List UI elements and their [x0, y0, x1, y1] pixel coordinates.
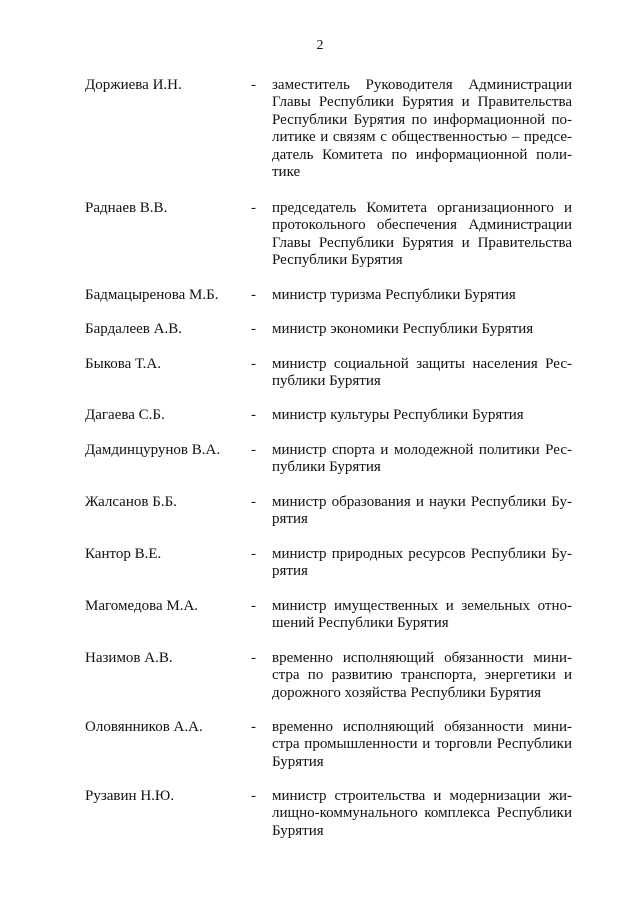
- separator-dash: -: [251, 442, 256, 458]
- person-name: Быкова Т.А.: [85, 356, 162, 372]
- position-line: заместитель Руководителя Администрации: [272, 77, 572, 93]
- position-line: Бурятия: [272, 822, 324, 839]
- position-description: [272, 719, 572, 771]
- person-name: Жалсанов Б.Б.: [85, 494, 177, 510]
- position-line: временно исполняющий обязанности мини-: [272, 650, 572, 666]
- position-line: тике: [272, 163, 301, 180]
- position-line: лищно-коммунального комплекса Республики: [272, 805, 572, 822]
- position-line: министр социальной защиты населения Рес-: [272, 356, 572, 372]
- position-line: датель Комитета по информационной поли-: [272, 146, 572, 163]
- position-line: литике и связям с общественностью – предсе-: [272, 129, 572, 146]
- position-description: [272, 77, 572, 181]
- position-line: рятия: [272, 511, 308, 528]
- person-name: Рузавин Н.Ю.: [85, 788, 175, 804]
- person-name: Назимов А.В.: [85, 650, 173, 666]
- position-line: Главы Республики Бурятия и Правительства: [272, 234, 572, 251]
- position-line: министр экономики Республики Бурятия: [272, 321, 534, 337]
- person-name: Доржиева И.Н.: [85, 77, 182, 93]
- position-line: Главы Республики Бурятия и Правительства: [272, 94, 572, 111]
- position-description: [272, 200, 572, 270]
- separator-dash: -: [251, 598, 256, 614]
- separator-dash: -: [251, 719, 256, 735]
- position-description: [272, 321, 572, 338]
- separator-dash: -: [251, 77, 256, 93]
- position-line: публики Бурятия: [272, 459, 381, 476]
- position-line: министр строительства и модернизации жи-: [272, 788, 572, 804]
- separator-dash: -: [251, 546, 256, 562]
- position-line: стра промышленности и торговли Республики: [272, 736, 572, 753]
- position-description: [272, 287, 572, 304]
- position-line: министр туризма Республики Бурятия: [272, 287, 516, 303]
- position-description: [272, 598, 572, 633]
- position-description: [272, 546, 572, 581]
- separator-dash: -: [251, 494, 256, 510]
- separator-dash: -: [251, 321, 256, 337]
- position-line: министр природных ресурсов Республики Бу-: [272, 546, 572, 562]
- position-line: Республики Бурятия по информационной по-: [272, 111, 572, 128]
- position-line: Республики Бурятия: [272, 252, 403, 269]
- position-line: публики Бурятия: [272, 373, 381, 390]
- position-description: [272, 442, 572, 477]
- person-name: Раднаев В.В.: [85, 200, 168, 216]
- position-line: стра по развитию транспорта, энергетики и: [272, 667, 572, 684]
- position-line: протокольного обеспечения Администрации: [272, 217, 572, 234]
- person-name: Бадмацыренова М.Б.: [85, 287, 219, 303]
- position-description: [272, 788, 572, 840]
- separator-dash: -: [251, 650, 256, 666]
- position-line: министр спорта и молодежной политики Рес-: [272, 442, 572, 458]
- person-name: Кантор В.Е.: [85, 546, 162, 562]
- person-name: Бардалеев А.В.: [85, 321, 182, 337]
- separator-dash: -: [251, 287, 256, 303]
- separator-dash: -: [251, 200, 256, 216]
- person-name: Дамдинцурунов В.А.: [85, 442, 221, 458]
- position-line: шений Республики Бурятия: [272, 615, 449, 632]
- position-line: министр образования и науки Республики Бу-: [272, 494, 572, 510]
- person-name: Дагаева С.Б.: [85, 407, 165, 423]
- page-number: 2: [316, 38, 324, 53]
- separator-dash: -: [251, 356, 256, 372]
- position-line: Бурятия: [272, 753, 324, 770]
- person-name: Магомедова М.А.: [85, 598, 199, 614]
- position-description: [272, 407, 572, 424]
- position-description: [272, 356, 572, 391]
- position-line: министр имущественных и земельных отно-: [272, 598, 572, 614]
- position-line: временно исполняющий обязанности мини-: [272, 719, 572, 735]
- position-description: [272, 494, 572, 529]
- position-line: дорожного хозяйства Республики Бурятия: [272, 684, 542, 701]
- separator-dash: -: [251, 407, 256, 423]
- position-line: председатель Комитета организационного и: [272, 200, 572, 216]
- position-description: [272, 650, 572, 702]
- position-line: министр культуры Республики Бурятия: [272, 407, 524, 423]
- separator-dash: -: [251, 788, 256, 804]
- person-name: Оловянников А.А.: [85, 719, 203, 735]
- position-line: рятия: [272, 563, 308, 580]
